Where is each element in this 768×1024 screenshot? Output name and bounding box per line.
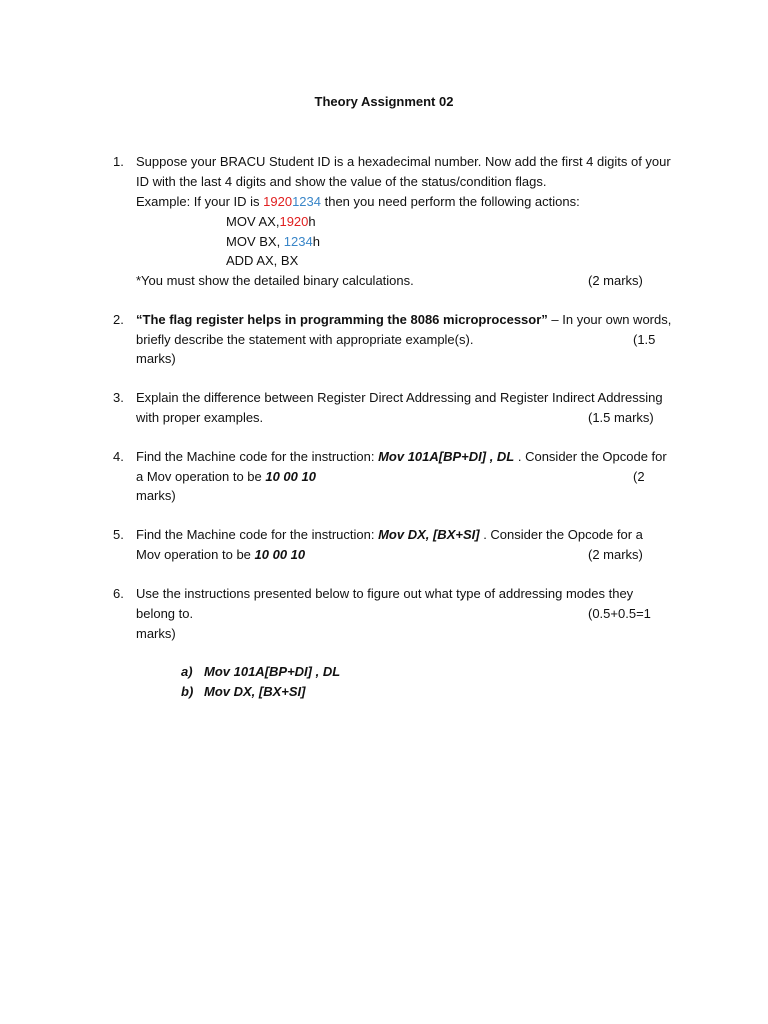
question-number: 1. (113, 154, 124, 169)
question-text: belong to. (136, 606, 194, 621)
code-value: 1234 (283, 234, 313, 249)
instruction-text: Mov 101A[BP+DI] , DL (378, 449, 515, 464)
question-text (136, 312, 671, 328)
id-first-digits: 1920 (263, 194, 293, 209)
opcode-text: 10 00 10 (265, 469, 316, 484)
question-text: ID with the last 4 digits and show the value of the status/condition flags. (136, 174, 547, 189)
question-number: 5. (113, 527, 124, 542)
question-text-lead: a Mov operation to be (136, 469, 266, 484)
item-label: a) (181, 664, 193, 679)
question-text (136, 527, 643, 543)
question-text (136, 547, 305, 563)
quote-text: “The flag register helps in programming the 8086 microprocessor” (136, 312, 548, 327)
note-text: *You must show the detailed binary calculations. (136, 273, 414, 288)
question-text (136, 449, 667, 465)
question-text: with proper examples. (136, 410, 264, 425)
id-last-digits: 1234 (292, 194, 321, 209)
question-text-rest: . Consider the Opcode for (514, 449, 667, 464)
marks: (0.5+0.5=1 (588, 606, 651, 621)
question-text: Use the instructions presented below to figure out what type of addressing modes they (136, 586, 634, 601)
marks: (1.5 (633, 332, 656, 347)
item-instruction: Mov DX, [BX+SI] (204, 684, 306, 699)
code-line (226, 234, 320, 250)
example-suffix: then you need perform the following actions: (321, 194, 580, 209)
marks: (2 (633, 469, 645, 484)
question-text-lead: Find the Machine code for the instruction: (136, 449, 379, 464)
item-instruction: Mov 101A[BP+DI] , DL (204, 664, 341, 679)
example-line (136, 194, 580, 210)
question-text (136, 469, 316, 485)
question-text-lead: Mov operation to be (136, 547, 255, 562)
code-suffix: h (308, 214, 316, 229)
question-number: 3. (113, 390, 124, 405)
code-suffix: h (312, 234, 320, 249)
marks: (2 marks) (588, 547, 643, 562)
question-text-lead: Find the Machine code for the instruction: (136, 527, 379, 542)
code-text: MOV BX, (226, 234, 284, 249)
opcode-text: 10 00 10 (254, 547, 306, 562)
item-text (204, 664, 340, 680)
marks: (2 marks) (588, 273, 643, 288)
list-item (181, 684, 193, 700)
code-value: 1920 (279, 214, 309, 229)
code-text: MOV AX, (226, 214, 280, 229)
example-prefix: Example: If your ID is (136, 194, 264, 209)
question-text-rest: – In your own words, (547, 312, 672, 327)
item-label: b) (181, 684, 194, 699)
marks: (1.5 marks) (588, 410, 654, 425)
instruction-text: Mov DX, [BX+SI] (378, 527, 480, 542)
question-text: Explain the difference between Register Direct Addressing and Register Indirect Addressing (136, 390, 663, 405)
item-text (204, 684, 306, 700)
marks: marks) (136, 626, 176, 641)
question-number: 6. (113, 586, 124, 601)
list-item (181, 664, 193, 680)
question-text-rest: . Consider the Opcode for a (479, 527, 643, 542)
question-number: 2. (113, 312, 124, 327)
question-text: briefly describe the statement with appropriate example(s). (136, 332, 474, 347)
marks: marks) (136, 351, 176, 366)
code-line (226, 214, 316, 230)
page-title: Theory Assignment 02 (314, 94, 454, 109)
question-number: 4. (113, 449, 124, 464)
question-text: Suppose your BRACU Student ID is a hexadecimal number. Now add the first 4 digits of your (136, 154, 671, 169)
code-line: ADD AX, BX (226, 253, 299, 268)
marks: marks) (136, 488, 176, 503)
